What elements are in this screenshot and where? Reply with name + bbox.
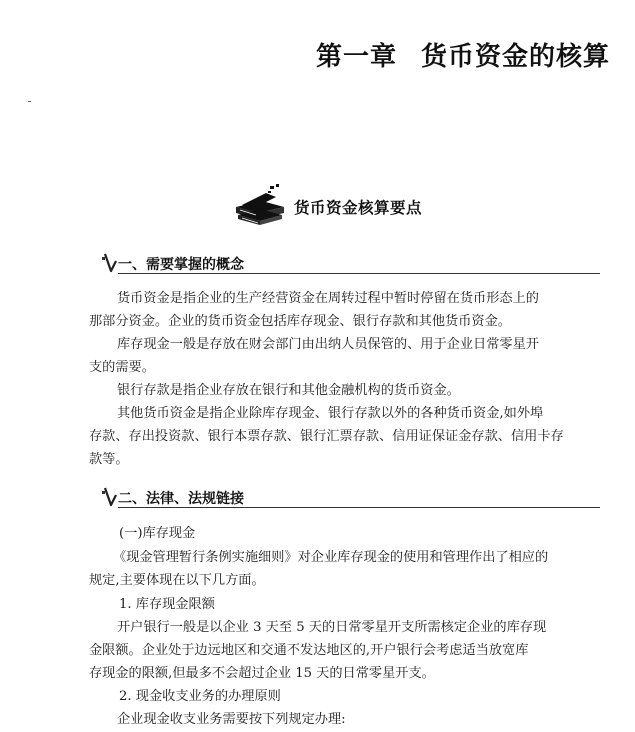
paragraph-line: 开户银行一般是以企业 3 天至 5 天的日常零星开支所需核定企业的库存现 <box>117 620 547 635</box>
section-heading-laws <box>100 485 600 511</box>
paragraph-line: 《现金管理暂行条例实施细则》对企业库存现金的使用和管理作出了相应的 <box>113 550 549 565</box>
chapter-number: 第一章 <box>315 42 397 72</box>
margin-tick <box>28 101 31 102</box>
paragraph-line: 支的需要。 <box>89 360 155 375</box>
section-heading-concepts <box>100 251 600 277</box>
section-label: 一、需要掌握的概念 <box>118 257 244 273</box>
numbered-heading: 2. 现金收支业务的办理原则 <box>119 689 281 704</box>
subsection-heading: (一)库存现金 <box>119 526 196 541</box>
paragraph-line: 规定,主要体现在以下几方面。 <box>89 573 265 588</box>
chapter-title <box>270 36 610 73</box>
paragraph-line: 其他货币资金是指企业除库存现金、银行存款以外的各种货币资金,如外埠 <box>117 406 544 421</box>
paragraph-line: 存现金的限额,但最多不会超过企业 15 天的日常零星开支。 <box>89 666 435 681</box>
paragraph-line: 货币资金是指企业的生产经营资金在周转过程中暂时停留在货币形态上的 <box>117 291 539 306</box>
numbered-heading: 1. 库存现金限额 <box>119 597 215 612</box>
book-stack-icon <box>232 183 290 227</box>
section-label: 二、法律、法规链接 <box>118 491 244 507</box>
paragraph-line: 金限额。企业处于边远地区和交通不发达地区的,开户银行会考虑适当放宽库 <box>89 643 529 658</box>
paragraph-line: 款等。 <box>89 452 129 467</box>
section-rule <box>118 273 600 274</box>
paragraph-line: 企业现金收支业务需要按下列规定办理: <box>117 712 346 727</box>
paragraph-line: 库存现金一般是存放在财会部门由出纳人员保管的、用于企业日常零星开 <box>117 337 539 352</box>
chapter-name: 货币资金的核算 <box>420 42 610 72</box>
paragraph-line: 银行存款是指企业存放在银行和其他金融机构的货币资金。 <box>117 383 460 398</box>
summary-banner <box>232 183 492 227</box>
summary-title: 货币资金核算要点 <box>294 199 423 217</box>
section-rule <box>118 507 600 508</box>
paragraph-line: 存款、存出投资款、银行本票存款、银行汇票存款、信用证保证金存款、信用卡存 <box>89 429 564 444</box>
paragraph-line: 那部分资金。企业的货币资金包括库存现金、银行存款和其他货币资金。 <box>89 314 511 329</box>
